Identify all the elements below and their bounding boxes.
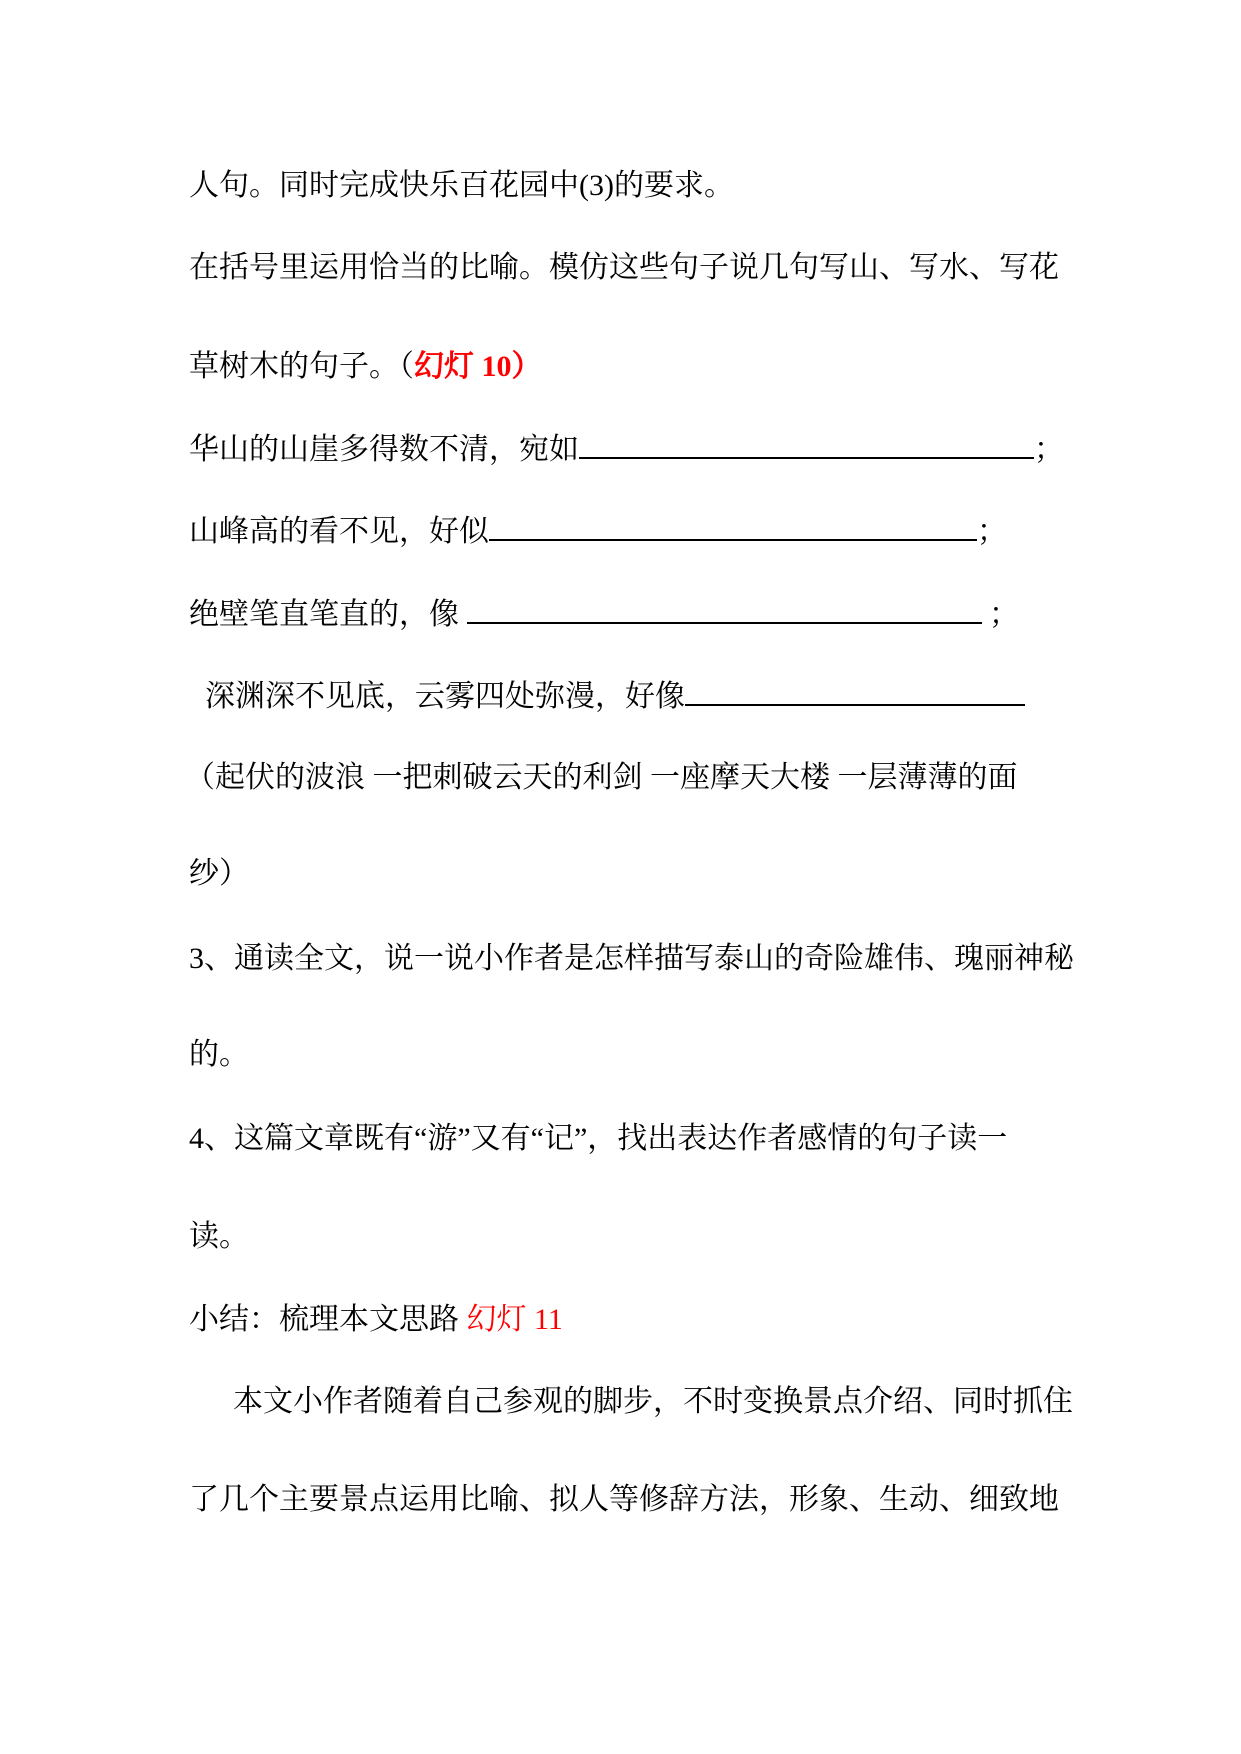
- text: 草树木的句子。（: [189, 350, 414, 383]
- text-line: 读。: [189, 1220, 249, 1253]
- text-line: [189, 347, 542, 387]
- answer-blank[interactable]: [685, 676, 1025, 706]
- prompt: 华山的山崖多得数不清，宛如: [189, 433, 579, 466]
- text-line: 4、这篇文章既有“游”又有“记”，找出表达作者感情的句子读一: [189, 1122, 1008, 1155]
- slide-reference: 幻灯 11: [466, 1303, 563, 1336]
- summary-heading: [189, 1300, 563, 1340]
- fill-in-line: [205, 676, 1025, 717]
- slide-reference: 幻灯 10）: [414, 350, 542, 383]
- text-line: 本文小作者随着自己参观的脚步，不时变换景点介绍、同时抓住: [233, 1385, 1073, 1418]
- text-line: 人句。同时完成快乐百花园中(3)的要求。: [189, 169, 734, 202]
- text-line: 3、通读全文，说一说小作者是怎样描写泰山的奇险雄伟、瑰丽神秘: [189, 942, 1074, 975]
- prompt: 山峰高的看不见，好似: [189, 515, 489, 548]
- answer-blank[interactable]: [579, 429, 1034, 459]
- text-line: 在括号里运用恰当的比喻。模仿这些句子说几句写山、写水、写花: [189, 251, 1059, 284]
- text: 小结：梳理本文思路: [189, 1303, 467, 1336]
- fill-in-line: [189, 594, 1019, 635]
- punct: ；: [1034, 433, 1064, 466]
- text-line: 了几个主要景点运用比喻、拟人等修辞方法，形象、生动、细致地: [189, 1483, 1059, 1516]
- answer-blank[interactable]: [467, 594, 982, 624]
- fill-in-line: [189, 511, 1007, 552]
- prompt: 深渊深不见底，云雾四处弥漫，好像: [205, 680, 685, 713]
- text-line: 纱）: [189, 857, 249, 890]
- prompt: 绝壁笔直笔直的，像: [189, 598, 467, 631]
- answer-blank[interactable]: [489, 511, 977, 541]
- punct: ；: [977, 515, 1007, 548]
- text-line: 的。: [189, 1038, 249, 1071]
- text-line: （起伏的波浪 一把刺破云天的利剑 一座摩天大楼 一层薄薄的面: [185, 761, 1018, 794]
- punct: ；: [981, 598, 1019, 631]
- fill-in-line: [189, 429, 1064, 470]
